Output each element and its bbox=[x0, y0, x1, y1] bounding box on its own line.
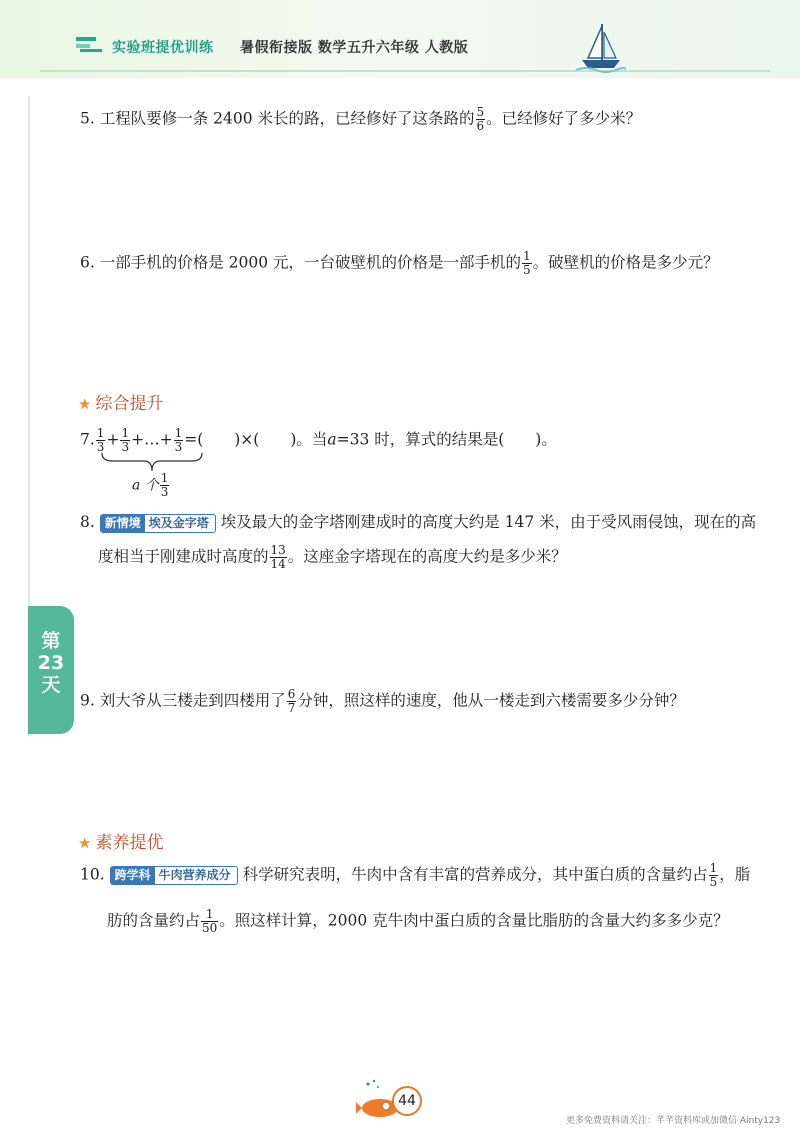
fraction: $\frac{1}{3}$ bbox=[174, 426, 183, 454]
fraction: $\frac{1}{3}$ bbox=[96, 426, 105, 454]
day-tab-label: 第23天 bbox=[37, 630, 65, 696]
sailboat-icon bbox=[574, 20, 626, 76]
fraction: $\frac{1}{50}$ bbox=[202, 907, 218, 935]
question-10-line-2: 肪的含量约占 $\frac{1}{50}$ 。照这样计算，2000 克牛肉中蛋白质的含量比脂肪的含量大约多多少克？ bbox=[107, 907, 729, 935]
question-6-text: 6. 一部手机的价格是 2000 元，一台破壁机的价格是一部手机的 bbox=[80, 253, 522, 272]
question-8: 8. 新情境 埃及金字塔 埃及最大的金字塔刚建成时的高度大约是 147 米，由于受风雨侵蚀，现在的高 bbox=[80, 513, 757, 531]
star-icon: ★ bbox=[78, 395, 92, 413]
section-heading-comprehensive: ★ 综合提升 bbox=[78, 394, 164, 414]
series-name: 实验班提优训练 bbox=[112, 40, 214, 56]
question-10: 10. 跨学科 牛肉营养成分 科学研究表明，牛肉中含有丰富的营养成分，其中蛋白质的含量约占 $\frac{1}{5}$ ，脂 bbox=[80, 861, 751, 889]
footer-note: 更多免费资料请关注：芊芊资料库或加微信 Ainty123 bbox=[566, 1116, 781, 1126]
question-9: 9. 刘大爷从三楼走到四楼用了 $\frac{6}{7}$ 分钟，照这样的速度，他从一楼走到六楼需要多少分钟？ bbox=[80, 687, 685, 715]
section-heading-literacy: ★ 素养提优 bbox=[78, 833, 164, 853]
page-number: 44 bbox=[392, 1086, 422, 1116]
question-5: 5. 工程队要修一条 2400 米长的路，已经修好了这条路的 $\frac{5}{6}$ 。已经修好了多少米？ bbox=[80, 105, 642, 133]
fraction: $\frac{1}{5}$ bbox=[523, 249, 531, 277]
underbrace bbox=[100, 451, 204, 473]
fraction: $\frac{1}{3}$ bbox=[160, 471, 169, 499]
fraction: $\frac{13}{14}$ bbox=[270, 543, 286, 571]
fraction: $\frac{6}{7}$ bbox=[287, 687, 296, 715]
topic-tag: 新情境 埃及金字塔 bbox=[100, 514, 216, 533]
edition-label: 暑假衔接版 数学五升六年级 人教版 bbox=[240, 40, 469, 56]
fraction: $\frac{1}{5}$ bbox=[709, 861, 718, 889]
fraction: $\frac{5}{6}$ bbox=[476, 105, 485, 133]
fraction: $\frac{1}{3}$ bbox=[121, 426, 130, 454]
question-6: 6. 一部手机的价格是 2000 元，一台破壁机的价格是一部手机的 $\frac{1}{5}$ 。破壁机的价格是多少元？ bbox=[80, 249, 719, 277]
question-5-text: 5. 工程队要修一条 2400 米长的路，已经修好了这条路的 bbox=[80, 109, 475, 128]
question-8-line-2: 度相当于刚建成时高度的 $\frac{13}{14}$ 。这座金字塔现在的高度大约是多少米？ bbox=[98, 543, 567, 571]
book-logo-icon bbox=[74, 34, 104, 54]
star-icon: ★ bbox=[78, 834, 92, 852]
topic-tag: 跨学科 牛肉营养成分 bbox=[110, 866, 238, 885]
brace-label: a 个 $\frac{1}{3}$ bbox=[132, 471, 169, 499]
question-7: 7. $\frac{1}{3}$ + $\frac{1}{3}$ +…+ $\frac{1}{3}$ =( )×( )。当a=33 时，算式的结果是( )。 bbox=[80, 426, 557, 454]
